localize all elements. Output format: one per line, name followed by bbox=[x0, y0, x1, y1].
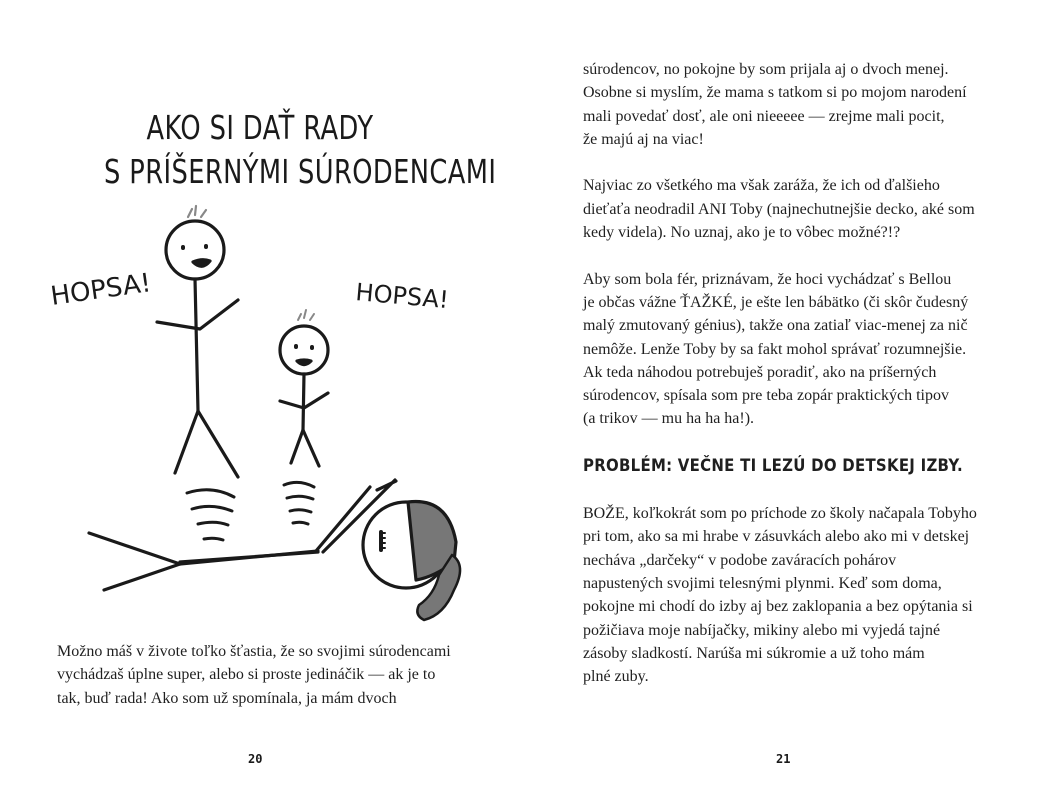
chapter-title-line-1: AKO SI DAŤ RADY bbox=[146, 108, 374, 148]
text-line: necháva „darčeky“ v podobe zaváracích pohárov bbox=[583, 551, 897, 569]
text-line: nemôže. Lenže Toby by sa fakt mohol správať rozumnejšie. bbox=[583, 340, 967, 358]
paragraph-4 bbox=[583, 502, 1003, 688]
page-number-right: 21 bbox=[776, 752, 791, 766]
text-line: tak, buď rada! Ako som už spomínala, ja mám dvoch bbox=[57, 689, 397, 707]
tall-stick-figure bbox=[157, 206, 238, 477]
text-line: že majú aj na viac! bbox=[583, 130, 704, 148]
text-line: dieťaťa neodradil ANI Toby (najnechutnejšie decko, aké som bbox=[583, 200, 975, 218]
bounce-marks-left bbox=[187, 490, 234, 540]
lying-stick-figure bbox=[89, 480, 460, 620]
text-line: Najviac zo všetkého ma však zaráža, že ich od ďalšieho bbox=[583, 177, 940, 195]
text-line: malý zmutovaný génius), takže ona zatiaľ viac-menej za nič bbox=[583, 317, 968, 335]
text-line: Možno máš v živote toľko šťastia, že so svojimi súrodencami bbox=[57, 643, 451, 660]
text-line: napustených svojimi telesnými plynmi. Keď som doma, bbox=[583, 574, 942, 592]
hopsa-label-left bbox=[49, 268, 153, 312]
paragraph-1 bbox=[583, 58, 1003, 151]
text-line: vychádzaš úplne super, alebo si proste jedináčik — ak je to bbox=[57, 666, 436, 684]
text-line: plné zuby. bbox=[583, 668, 649, 686]
text-line: mali povedať dosť, ale oni nieeeee — zrejme mali pocit, bbox=[583, 107, 945, 125]
text-line: (a trikov — mu ha ha ha!). bbox=[583, 410, 755, 428]
text-line: požičiava moje nabíjačky, mikiny alebo mi vyjedá tajné bbox=[583, 621, 941, 639]
text-line: zásoby sladkostí. Narúša mi súkromie a už toho mám bbox=[583, 644, 925, 662]
stick-figure-illustration bbox=[40, 195, 485, 625]
left-body-text bbox=[57, 640, 477, 710]
paragraph-2 bbox=[583, 174, 1003, 244]
chapter-title bbox=[104, 106, 497, 194]
right-body-text bbox=[583, 58, 1003, 688]
text-line: BOŽE, koľkokrát som po príchode zo školy načapala Tobyho bbox=[583, 505, 977, 523]
text-line: Osobne si myslím, že mama s tatkom si po mojom narodení bbox=[583, 84, 967, 102]
right-page bbox=[520, 0, 1040, 800]
text-line: pri tom, ako sa mi hrabe v zásuvkách alebo ako mi v detskej bbox=[583, 528, 970, 546]
shout-left-text: HOPSA! bbox=[48, 268, 153, 312]
small-stick-figure bbox=[280, 310, 328, 466]
text-line: pokojne mi chodí do izby aj bez zaklopania a bez opýtania si bbox=[583, 598, 973, 616]
text-line: súrodencov, no pokojne by som prijala aj o dvoch menej. bbox=[583, 61, 949, 78]
text-line: je občas vážne ŤAŽKÉ, je ešte len bábätko (či skôr čudesný bbox=[583, 293, 969, 311]
bounce-marks-right bbox=[284, 482, 314, 524]
section-heading: PROBLÉM: VEČNE TI LEZÚ DO DETSKEJ IZBY. bbox=[583, 456, 963, 477]
page-number-left: 20 bbox=[248, 752, 263, 766]
paragraph-3 bbox=[583, 268, 1003, 431]
hopsa-label-right bbox=[354, 278, 449, 314]
text-line: súrodencov, spísala som pre teba zopár praktických tipov bbox=[583, 387, 949, 405]
text-line: Ak teda náhodou potrebuješ poradiť, ako na príšerných bbox=[583, 363, 937, 381]
chapter-title-line-2: S PRÍŠERNÝMI SÚRODENCAMI bbox=[104, 152, 497, 192]
shout-right-text: HOPSA! bbox=[354, 278, 450, 315]
text-line: Aby som bola fér, priznávam, že hoci vychádzať s Bellou bbox=[583, 270, 952, 288]
text-line: kedy videla). No uznaj, ako je to vôbec možné?!? bbox=[583, 224, 901, 242]
